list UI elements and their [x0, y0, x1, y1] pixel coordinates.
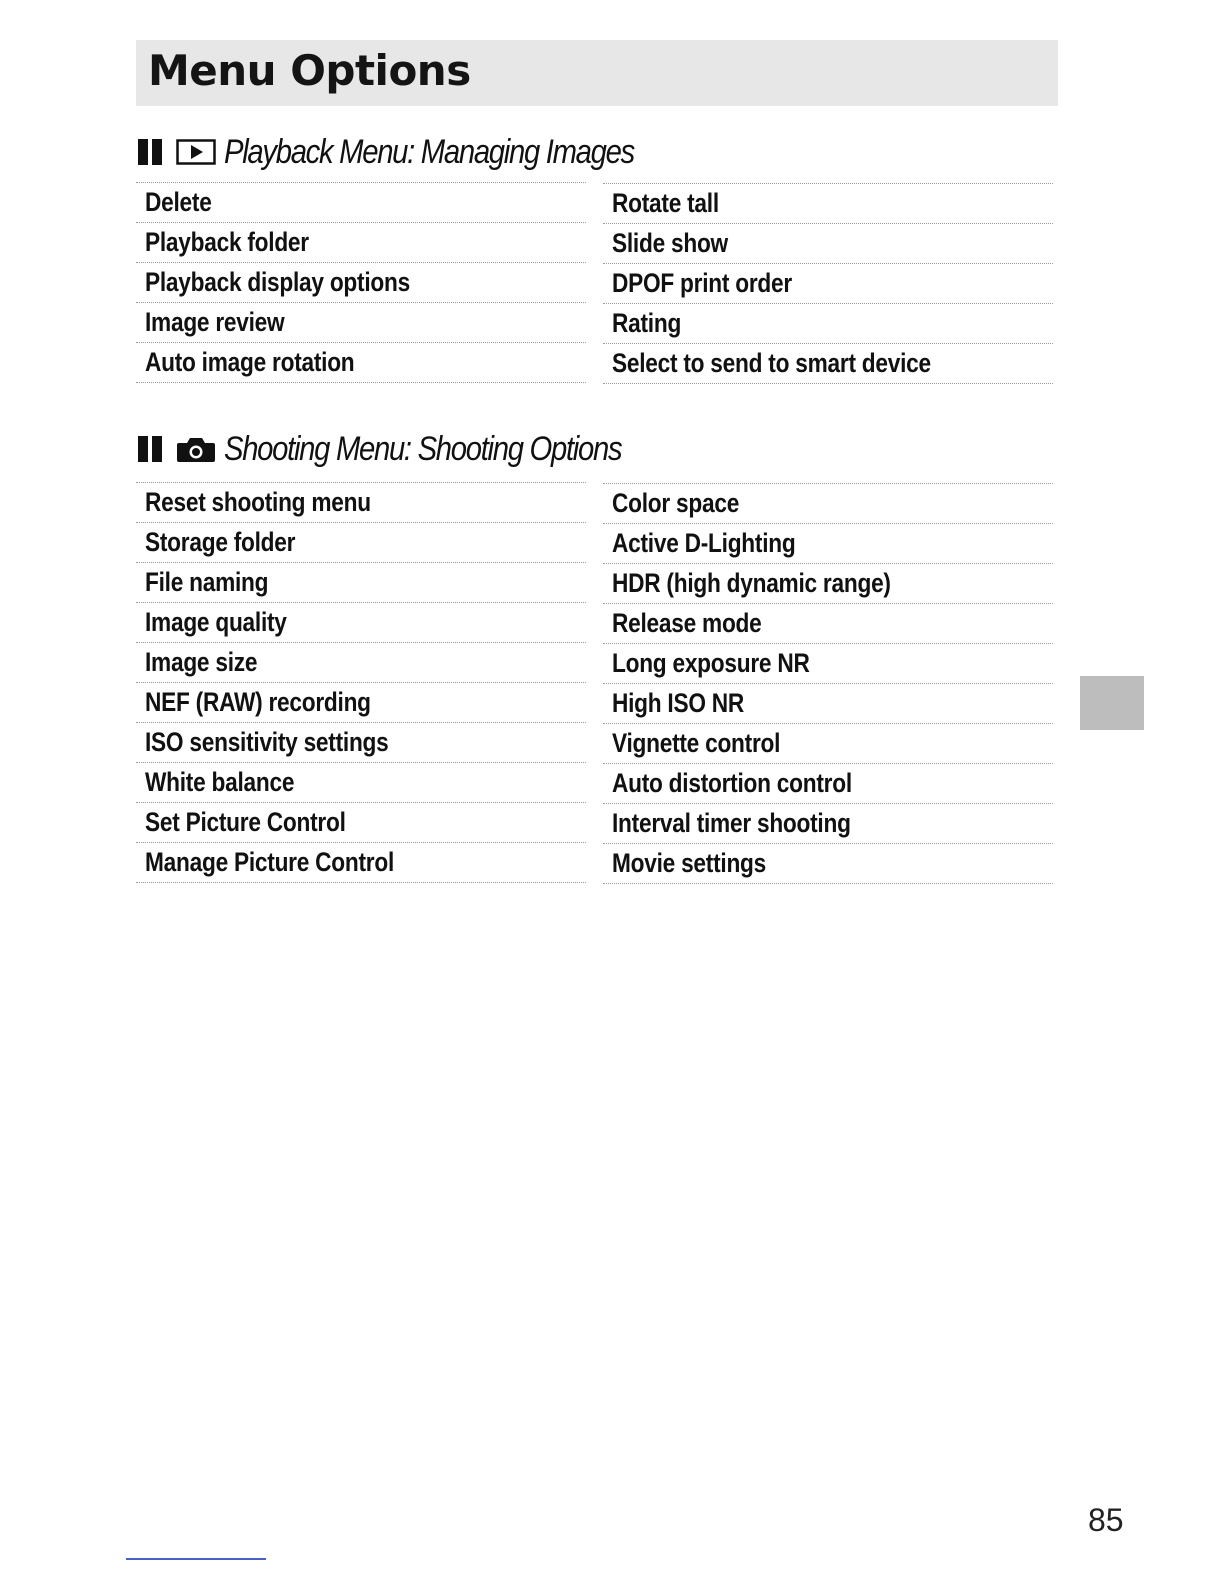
playback-icon	[176, 139, 216, 165]
shooting-section-header	[138, 427, 686, 471]
list-item: Slide show	[603, 223, 1053, 263]
list-item: Interval timer shooting	[603, 803, 1053, 843]
camera-icon	[176, 435, 216, 463]
section-marker-icon	[138, 139, 164, 165]
list-item: Set Picture Control	[136, 802, 586, 842]
list-item: Select to send to smart device	[603, 343, 1053, 384]
list-item: Auto image rotation	[136, 342, 586, 383]
list-item: Image size	[136, 642, 586, 682]
list-item: HDR (high dynamic range)	[603, 563, 1053, 603]
list-item: Rotate tall	[603, 183, 1053, 223]
shooting-right-list	[603, 483, 1053, 884]
list-item: Release mode	[603, 603, 1053, 643]
page-number: 85	[1088, 1502, 1124, 1538]
list-item: Image quality	[136, 602, 586, 642]
list-item: Color space	[603, 483, 1053, 523]
shooting-section-title: Shooting Menu: Shooting Options	[224, 429, 622, 468]
page-title: Menu Options	[148, 46, 471, 95]
playback-left-list	[136, 182, 586, 383]
playback-section-title: Playback Menu: Managing Images	[224, 132, 634, 171]
list-item: Rating	[603, 303, 1053, 343]
list-item: Image review	[136, 302, 586, 342]
footer-rule	[126, 1558, 266, 1560]
list-item: White balance	[136, 762, 586, 802]
list-item: Playback display options	[136, 262, 586, 302]
list-item: File naming	[136, 562, 586, 602]
list-item: ISO sensitivity settings	[136, 722, 586, 762]
chapter-tab-marker	[1080, 676, 1144, 730]
list-item: Auto distortion control	[603, 763, 1053, 803]
list-item: Storage folder	[136, 522, 586, 562]
list-item: Vignette control	[603, 723, 1053, 763]
list-item: Delete	[136, 182, 586, 222]
list-item: Active D-Lighting	[603, 523, 1053, 563]
playback-section-header	[138, 130, 701, 174]
list-item: Reset shooting menu	[136, 482, 586, 522]
playback-right-list	[603, 183, 1053, 384]
list-item: DPOF print order	[603, 263, 1053, 303]
list-item: NEF (RAW) recording	[136, 682, 586, 722]
section-marker-icon	[138, 436, 164, 462]
list-item: Movie settings	[603, 843, 1053, 884]
list-item: Long exposure NR	[603, 643, 1053, 683]
list-item: Playback folder	[136, 222, 586, 262]
list-item: High ISO NR	[603, 683, 1053, 723]
shooting-left-list	[136, 482, 586, 883]
list-item: Manage Picture Control	[136, 842, 586, 883]
